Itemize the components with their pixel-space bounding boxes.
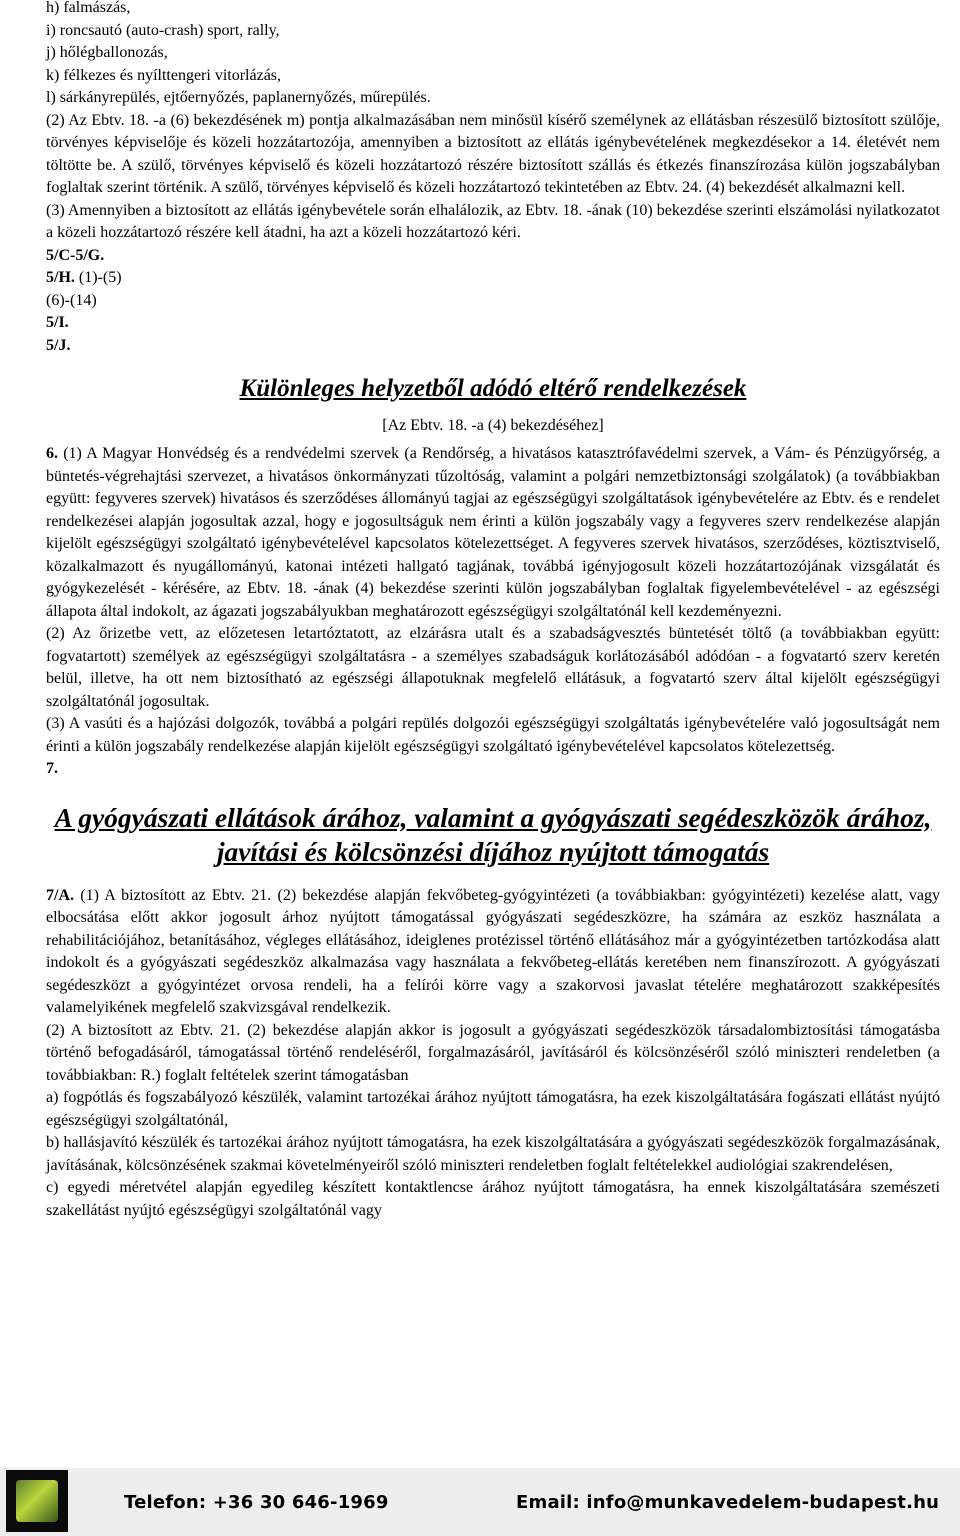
list-item: j) hőlégballonozás, (46, 44, 168, 61)
list-item: b) hallásjavító készülék és tartozékai árához nyújtott támogatásra, ha ezek kiszolgáltatására a gyógyászati segédeszközök forgalmazásának, javításának, kölcsönzésének szakmai követelményeiről szóló miniszteri rendeletben foglalt feltételekkel audiológiai szakrendelésen, (46, 1134, 940, 1174)
footer-phone: Telefon: +36 30 646-1969 (124, 1492, 389, 1513)
section-number: 7. (46, 760, 58, 777)
section-number: 6. (46, 445, 58, 462)
section-range: (1)-(5) (78, 269, 122, 286)
paragraph-text: (1) A biztosított az Ebtv. 21. (2) bekezdése alapján fekvőbeteg-gyógyintézeti (a továbbiakban: gyógyintézeti) kezelése alatt, vagy elbocsátása előtt akkor jogosult árhoz nyújtott támogatással gyógyászati segédeszközre, ha számára az eszköz használata a rehabilitációjához, betanításához, végleges ellátásához, ideiglenes protézissel történő ellátásához már a gyógyintézetben tartózkodása alatt indokolt és a gyógyászati segédeszköz alkalmazása vagy használata a fekvőbeteg-ellátás keretében nem finanszírozott. A gyógyászati segédeszközt a gyógyintézet orvosa rendeli, ha a felírói körre vagy a szakorvosi javaslat tételére meghatározott szakképesítés valamelyikének megfelelő szakvizsgával rendelkezik. (46, 886, 941, 1016)
list-item: k) félkezes és nyílttengeri vitorlázás, (46, 66, 282, 84)
paragraph: (2) A biztosított az Ebtv. 21. (2) bekezdése alapján akkor is jogosult a gyógyászati segédeszközök társadalombiztosítási támogatásba történő befogadásáról, támogatással történő rendeléséről, forgalmazásáról, javításáról és kölcsönzéséről szóló miniszteri rendeletben (a továbbiakban: R.) foglalt feltételek szerint támogatásban (46, 1021, 940, 1084)
section-heading: A gyógyászati ellátások árához, valamint a gyógyászati segédeszközök árához, (54, 801, 932, 833)
paragraph (46, 885, 940, 1020)
document-page (46, 0, 940, 1222)
paragraph (46, 443, 940, 623)
paragraph: (2) Az őrizetbe vett, az előzetesen letartóztatott, az elzárásra utalt és a szabadságvesztés büntetését töltő (a továbbiakban együtt: fogvatartott) személyek az egészségügyi szolgáltatásra - a személyes szabadságuk korlátozásából adódóan - a fogvatartó szerv keretén belül, illetve, ha ott nem biztosítható az egészségi állapotuknak megfelelő ellátásuk, a fogvatartó szerv által kijelölt egészségügyi szolgáltatónál jogosultak. (46, 625, 940, 710)
list-item: l) sárkányrepülés, ejtőernyőzés, paplanernyőzés, műrepülés. (46, 89, 431, 106)
section-number: 5/I. (46, 314, 69, 331)
section-line (46, 267, 940, 290)
paragraph: (3) Amennyiben a biztosított az ellátás igénybevétele során elhalálozik, az Ebtv. 18. -ának (10) bekezdése szerinti elszámolási nyilatkozatot a közeli hozzátartozó részére kell átadni, ha azt a közeli hozzátartozó kéri. (46, 201, 940, 241)
logo-mark (16, 1480, 58, 1522)
footer-bar (0, 1468, 960, 1536)
section-heading: javítási és kölcsönzési díjához nyújtott támogatás (216, 835, 770, 867)
section-number: 7/A. (46, 886, 74, 904)
paragraph: (3) A vasúti és a hajózási dolgozók, továbbá a polgári repülés dolgozói egészségügyi szolgáltatás igénybevételére való jogosultságát nem érinti a külön jogszabály rendelkezése alapján kijelölt egészségügyi szolgáltató igénybevételével kapcsolatos kötelezettség. (46, 715, 940, 755)
section-number: 5/H. (46, 269, 75, 286)
logo (6, 1470, 68, 1532)
section-number: 5/J. (46, 336, 71, 354)
list-item: c) egyedi méretvétel alapján egyedileg készített kontaktlencse árához nyújtott támogatásra, ha ennek kiszolgáltatására szemészeti szakellátást nyújtó egészségügyi szolgáltatónál vagy (46, 1179, 940, 1219)
list-item: h) falmászás, (46, 0, 131, 16)
paragraph-text: (1) A Magyar Honvédség és a rendvédelmi szervek (a Rendőrség, a hivatásos katasztrófavédelmi szervek, a Vám- és Pénzügyőrség, a büntetés-végrehajtási szervezet, a hivatásos önkormányzati tűzoltóság, valamint a polgári nemzetbiztonsági szolgálatok) (a továbbiakban együtt: fegyveres szervek) hivatásos és szerződéses állományú tagjai az egészségügyi szolgáltatások igénybevételére az Ebtv. és e rendelet rendelkezései alapján jogosultak azzal, hogy e jogosultságuk nem érinti a külön jogszabály vagy a fegyveres szerv rendelkezése alapján kijelölt egészségügyi szolgáltató igénybevételével kapcsolatos kötelezettséget. A fegyveres szervek hivatásos, szerződéses, köztisztviselő, közalkalmazott és nyugállományú, katonai intézeti hallgató tagjának, továbbá igényjogosult közeli hozzátartozójának vizsgálatát és gyógykezelését - kérésére, az Ebtv. 18. -ának (4) bekezdése szerinti külön jogszabályban foglaltak figyelembevételével - az egészségi állapota által indokolt, az ágazati jogszabályukban meghatározott egészségügyi szolgáltatónál kell kezdeményezni. (46, 445, 940, 620)
section-heading: Különleges helyzetből adódó eltérő rendelkezések (239, 375, 747, 402)
paragraph: (2) Az Ebtv. 18. -a (6) bekezdésének m) pontja alkalmazásában nem minősül kísérő személynek az ellátásban részesülő biztosított szülője, törvényes képviselője és közeli hozzátartozója, amennyiben a biztosított az ellátás igénybevételének megkezdésekor a 14. életévét nem töltötte be. A szülő, törvényes képviselő és közeli hozzátartozó részére biztosított szállás és étkezés finanszírozása külön jogszabályban foglaltak szerint történik. A szülő, törvényes képviselő és közeli hozzátartozó tekintetében az Ebtv. 24. (4) bekezdését alkalmazni kell. (46, 111, 940, 196)
section-reference: [Az Ebtv. 18. -a (4) bekezdéséhez] (382, 417, 604, 434)
list-item: i) roncsautó (auto-crash) sport, rally, (46, 21, 280, 39)
section-range: (6)-(14) (46, 291, 97, 309)
section-number: 5/C-5/G. (46, 246, 105, 264)
list-item: a) fogpótlás és fogszabályozó készülék, valamint tartozékai árához nyújtott támogatásra, ha ezek kiszolgáltatására fogászati ellátást nyújtó egészségügyi szolgáltatónál, (46, 1089, 940, 1129)
footer-email: Email: info@munkavedelem-budapest.hu (516, 1492, 940, 1513)
